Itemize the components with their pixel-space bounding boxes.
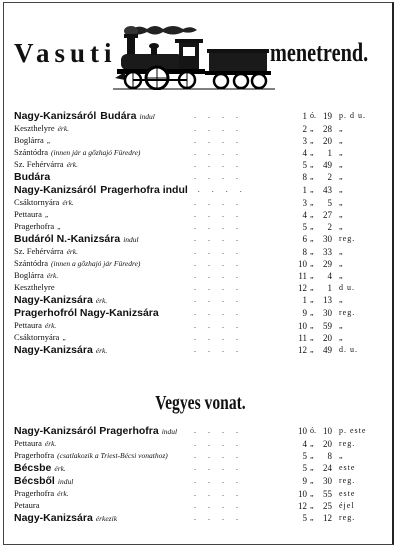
leader-dots: . . . . [194, 308, 243, 317]
timetable-row [14, 221, 388, 233]
minute-value: 28 [323, 124, 332, 134]
hour-value: 11 [298, 271, 307, 281]
timetable-row [14, 344, 388, 356]
period-label: „ [339, 198, 344, 207]
station-name [14, 123, 69, 134]
station-name [14, 159, 78, 170]
timetable-row [14, 320, 388, 332]
timetable-row [14, 462, 388, 474]
time-separator: „ [310, 136, 314, 145]
timetable-row [14, 123, 388, 135]
time-separator: „ [310, 222, 314, 231]
minute-value: 30 [323, 234, 332, 244]
station-name [14, 221, 61, 232]
time-separator: „ [310, 333, 314, 342]
station-note: indul [57, 477, 74, 486]
hour-value: 12 [298, 345, 307, 355]
station-name [14, 197, 74, 208]
station-name [14, 184, 188, 196]
timetable-row [14, 246, 388, 258]
station-note: érk. [44, 321, 57, 330]
leader-dots: . . . . [194, 463, 243, 472]
station-note: érk. [54, 464, 66, 473]
time-separator: „ [310, 210, 314, 219]
minute-value: 30 [323, 308, 332, 318]
minute-value: 59 [323, 321, 332, 331]
station-name [14, 438, 56, 449]
period-label: „ [339, 259, 344, 268]
leader-dots: . . . . [194, 271, 243, 280]
time-separator: ó. [310, 426, 316, 435]
station-text: Csáktornyára [14, 197, 60, 207]
hour-value: 5 [302, 160, 307, 170]
minute-value: 13 [323, 295, 332, 305]
station-name [14, 500, 40, 511]
time-separator: „ [310, 283, 314, 292]
station-note: érk. [46, 271, 59, 280]
time-separator: „ [310, 234, 314, 243]
minute-value: 27 [323, 210, 332, 220]
time-separator: „ [310, 172, 314, 181]
timetable-row [14, 488, 388, 500]
station-name [14, 282, 55, 293]
station-name [14, 344, 107, 357]
station-text: Pragerhofra [14, 488, 55, 498]
period-label: este [339, 489, 356, 498]
minute-value: 5 [327, 198, 332, 208]
hour-value: 8 [302, 172, 307, 182]
period-label: „ [339, 247, 344, 256]
hour-value: 1 [302, 295, 307, 305]
time-separator: „ [310, 247, 314, 256]
hour-value: 5 [302, 463, 307, 473]
period-label: d. u. [339, 345, 358, 354]
hour-value: 4 [302, 148, 307, 158]
hour-value: 10 [298, 259, 307, 269]
timetable-row [14, 270, 388, 282]
station-note: indul [123, 235, 139, 244]
minute-value: 20 [323, 136, 332, 146]
period-label: éjel [339, 501, 355, 510]
minute-value: 20 [323, 333, 332, 343]
period-label: „ [339, 136, 344, 145]
minute-value: 2 [327, 172, 332, 182]
hour-value: 4 [302, 210, 307, 220]
hour-value: 3 [302, 136, 307, 146]
period-label: reg. [339, 439, 356, 448]
station-text: Petaura [14, 500, 40, 510]
period-label: „ [339, 333, 344, 342]
time-separator: „ [310, 321, 314, 330]
station-text: Boglárra [14, 270, 44, 280]
hour-value: 2 [302, 124, 307, 134]
station-name [14, 332, 67, 343]
station-note: (csatlakozik a Triest-Bécsi vonathoz) [57, 451, 168, 460]
leader-dots: . . . . [194, 148, 243, 157]
time-separator: „ [310, 489, 314, 498]
period-label: „ [339, 295, 344, 304]
hour-value: 10 [298, 321, 307, 331]
section-title-mixed-train: Vegyes vonat. [155, 392, 246, 414]
station-note: érk. [66, 247, 79, 256]
station-name [14, 294, 107, 307]
hour-value: 4 [302, 439, 307, 449]
station-text: Pragerhofról Nagy-Kanizsára [14, 307, 159, 319]
time-separator: „ [310, 259, 314, 268]
period-label: reg. [339, 476, 356, 485]
minute-value: 25 [323, 501, 332, 511]
station-name [14, 320, 56, 331]
station-note: „ [62, 333, 67, 342]
station-text: Keszthelyre [14, 282, 55, 292]
station-text: Keszthelyre [14, 123, 55, 133]
leader-dots: . . . . [194, 501, 243, 510]
leader-dots: . . . . [194, 198, 243, 207]
station-name [14, 450, 168, 461]
timetable-row [14, 438, 388, 450]
station-name [14, 258, 140, 269]
minute-value: 30 [323, 476, 332, 486]
station-name [14, 512, 117, 525]
timetable-row [14, 282, 388, 294]
station-note: (innen a gőzhajó jár Füredre) [51, 259, 141, 268]
timetable-row [14, 332, 388, 344]
leader-dots: . . . . [194, 124, 243, 133]
minute-value: 33 [323, 247, 332, 257]
period-label: „ [339, 148, 344, 157]
station-text: Nagy-Kanizsára [14, 294, 93, 306]
period-label: este [339, 463, 356, 472]
time-separator: „ [310, 451, 314, 460]
station-note: érk. [57, 124, 70, 133]
station-text: Pettaura [14, 209, 42, 219]
station-text: Pragerhofra [14, 221, 55, 231]
station-text: Budáról N.-Kanizsára [14, 233, 121, 245]
minute-value: 1 [327, 283, 332, 293]
period-label: „ [339, 160, 344, 169]
station-name [14, 462, 66, 475]
hour-value: 5 [302, 451, 307, 461]
hour-value: 3 [302, 198, 307, 208]
leader-dots: . . . . [194, 476, 243, 485]
hour-value: 5 [302, 513, 307, 523]
minute-value: 43 [323, 185, 332, 195]
minute-value: 4 [327, 271, 332, 281]
period-label: „ [339, 451, 344, 460]
station-note: „ [57, 222, 62, 231]
leader-dots: . . . . [194, 210, 243, 219]
period-label: „ [339, 210, 344, 219]
hour-value: 1 [302, 111, 307, 121]
timetable-row [14, 450, 388, 462]
minute-value: 49 [323, 160, 332, 170]
station-text: Bécsbe [14, 462, 52, 474]
station-text: Szántódra [14, 147, 48, 157]
time-separator: „ [310, 513, 314, 522]
leader-dots: . . . . [194, 247, 243, 256]
station-text: Nagy-Kanizsáról [14, 110, 97, 122]
minute-value: 20 [323, 439, 332, 449]
minute-value: 49 [323, 345, 332, 355]
station-note: indul [139, 112, 155, 121]
hour-value: 10 [298, 426, 307, 436]
leader-dots: . . . . [194, 295, 243, 304]
hour-value: 11 [298, 333, 307, 343]
station-text: Nagy-Kanizsáról Pragerhofra [14, 425, 159, 437]
leader-dots: . . . . [194, 136, 243, 145]
header [10, 22, 390, 92]
station-note: érk. [66, 160, 79, 169]
timetable-row [14, 425, 388, 437]
timetable-row [14, 209, 388, 221]
station-text: Nagy-Kanizsáról [14, 184, 97, 196]
station-note: érk. [57, 489, 69, 498]
time-separator: „ [310, 148, 314, 157]
leader-dots: . . . . [194, 160, 243, 169]
period-label: p. d u. [339, 111, 366, 120]
station-note: érk. [95, 346, 108, 355]
hour-value: 8 [302, 247, 307, 257]
minute-value: 12 [323, 513, 332, 523]
period-label: reg. [339, 308, 356, 317]
leader-dots: . . . . [194, 283, 243, 292]
timetable-row [14, 233, 388, 245]
station-name [14, 425, 177, 438]
time-separator: „ [310, 185, 314, 194]
minute-value: 1 [327, 148, 332, 158]
time-separator: „ [310, 345, 314, 354]
leader-dots: . . . . [194, 489, 243, 498]
time-separator: „ [310, 308, 314, 317]
title-right: menetrend. [270, 38, 369, 67]
station-text: Sz. Fehérvárra [14, 159, 64, 169]
title-left: Vasuti [14, 38, 117, 68]
timetable-row [14, 197, 388, 209]
station-text: Pettaura [14, 438, 42, 448]
station-note: „ [44, 210, 50, 219]
timetable-row [14, 500, 388, 512]
timetable-row [14, 294, 388, 306]
station-text: Boglárra [14, 135, 44, 145]
timetable-row [14, 110, 388, 122]
period-label: „ [339, 172, 344, 181]
time-separator: „ [310, 271, 314, 280]
leader-dots: . . . . [194, 234, 243, 243]
period-label: p. este [339, 426, 367, 435]
hour-value: 5 [302, 222, 307, 232]
station-name [14, 233, 139, 246]
leader-dots: . . . . [194, 451, 243, 460]
leader-dots: . . . . [197, 185, 247, 194]
hour-value: 10 [298, 489, 307, 499]
time-separator: „ [310, 439, 314, 448]
hour-value: 9 [302, 308, 307, 318]
period-label: „ [339, 321, 344, 330]
leader-dots: . . . . [194, 345, 243, 354]
station-name [14, 110, 155, 123]
timetable-row [14, 307, 388, 319]
leader-dots: . . . . [194, 172, 243, 181]
station-name [14, 475, 73, 488]
minute-value: 19 [323, 111, 332, 121]
station-text: Nagy-Kanizsára [14, 344, 93, 356]
time-separator: „ [310, 476, 314, 485]
minute-value: 2 [327, 222, 332, 232]
period-label: „ [339, 222, 344, 231]
station-text: Sz. Fehérvárra [14, 246, 64, 256]
minute-value: 55 [323, 489, 332, 499]
destination-text: Pragerhofra indul [100, 184, 188, 196]
period-label: „ [339, 271, 344, 280]
station-note: „ [46, 136, 51, 145]
station-note: (innen jár a gőzhajó Füredre) [51, 148, 141, 157]
station-text: Pettaura [14, 320, 42, 330]
station-text: Budára [14, 171, 51, 183]
timetable-row [14, 184, 388, 196]
time-separator: „ [310, 160, 314, 169]
period-label: reg. [339, 513, 356, 522]
hour-value: 12 [298, 501, 307, 511]
station-name [14, 488, 69, 499]
timetable-row [14, 171, 388, 183]
hour-value: 12 [298, 283, 307, 293]
station-name [14, 307, 159, 319]
period-label: „ [339, 185, 344, 194]
station-text: Nagy-Kanizsára [14, 512, 93, 524]
station-name [14, 246, 78, 257]
minute-value: 8 [327, 451, 332, 461]
destination-text: Budára [100, 110, 137, 122]
station-name [14, 270, 58, 281]
station-name [14, 147, 140, 158]
station-note: indul [161, 427, 178, 436]
leader-dots: . . . . [194, 321, 243, 330]
minute-value: 10 [323, 426, 332, 436]
station-note: érk. [95, 296, 108, 305]
station-note: érk. [62, 198, 74, 207]
station-text: Bécsből [14, 475, 55, 487]
leader-dots: . . . . [194, 111, 243, 120]
leader-dots: . . . . [194, 426, 243, 435]
time-separator: „ [310, 463, 314, 472]
leader-dots: . . . . [194, 333, 243, 342]
steam-locomotive-icon [113, 22, 275, 90]
time-separator: ó. [310, 111, 316, 120]
hour-value: 1 [302, 185, 307, 195]
timetable-row [14, 159, 388, 171]
leader-dots: . . . . [194, 222, 243, 231]
timetable-row [14, 475, 388, 487]
station-name [14, 171, 50, 183]
hour-value: 9 [302, 476, 307, 486]
time-separator: „ [310, 501, 314, 510]
station-name [14, 209, 49, 220]
station-note: érkezik [95, 514, 118, 523]
leader-dots: . . . . [194, 513, 243, 522]
leader-dots: . . . . [194, 259, 243, 268]
period-label: reg. [339, 234, 356, 243]
timetable-row [14, 135, 388, 147]
station-text: Pragerhofra [14, 450, 55, 460]
station-name [14, 135, 51, 146]
station-text: Szántódra [14, 258, 48, 268]
time-separator: „ [310, 124, 314, 133]
time-separator: „ [310, 198, 314, 207]
time-separator: „ [310, 295, 314, 304]
leader-dots: . . . . [194, 439, 243, 448]
timetable-row [14, 512, 388, 524]
timetable-row [14, 147, 388, 159]
hour-value: 6 [302, 234, 307, 244]
station-note: érk. [44, 439, 57, 448]
minute-value: 29 [323, 259, 332, 269]
timetable-row [14, 258, 388, 270]
station-text: Csáktornyára [14, 332, 60, 342]
period-label: „ [339, 124, 344, 133]
period-label: d u. [339, 283, 355, 292]
minute-value: 24 [323, 463, 332, 473]
